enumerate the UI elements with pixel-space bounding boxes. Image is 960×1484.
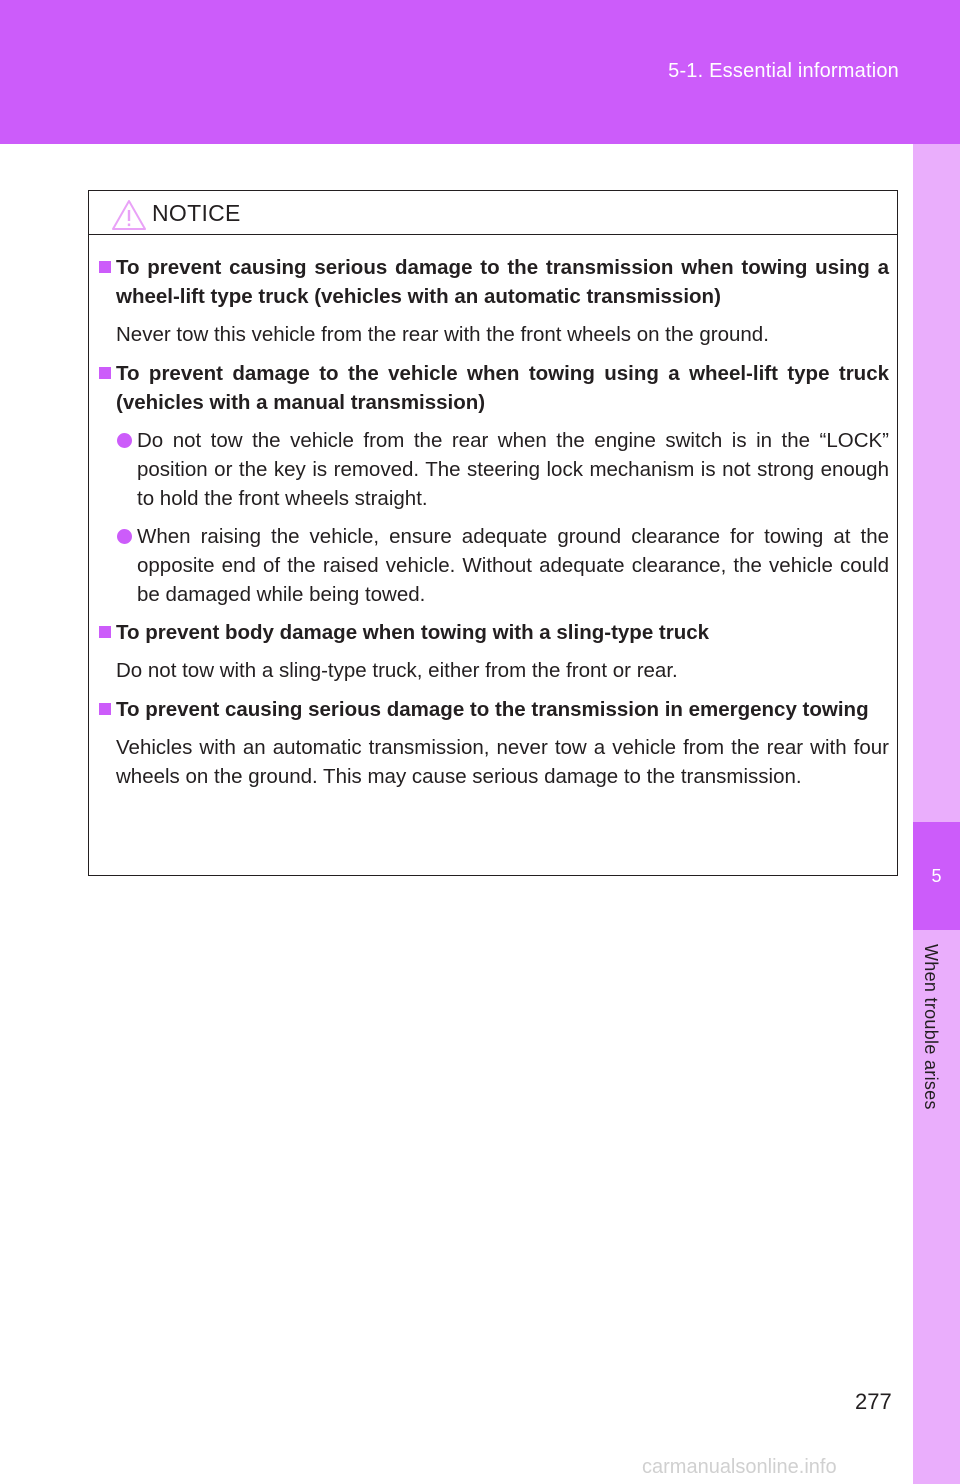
notice-bullet bbox=[99, 426, 889, 513]
chapter-number: 5 bbox=[931, 866, 942, 886]
bullet-text: Do not tow the vehicle from the rear when the engine switch is in the “LOCK” position or the key is removed. The steering lock mechanism is not strong enough to hold the front wheels straight. bbox=[137, 429, 889, 510]
page-header bbox=[0, 0, 960, 144]
notice-box bbox=[88, 190, 898, 876]
notice-body bbox=[99, 253, 889, 801]
notice-bullet bbox=[99, 522, 889, 609]
square-bullet-icon bbox=[99, 626, 111, 638]
notice-item-heading bbox=[99, 359, 889, 417]
heading-text: To prevent damage to the vehicle when towing using a wheel-lift type truck (vehicles with a manual transmission) bbox=[116, 362, 889, 414]
notice-item-heading bbox=[99, 695, 889, 724]
chapter-number-box bbox=[913, 822, 960, 930]
circle-bullet-icon bbox=[117, 433, 132, 448]
notice-item-text: Never tow this vehicle from the rear with the front wheels on the ground. bbox=[116, 323, 769, 346]
square-bullet-icon bbox=[99, 261, 111, 273]
watermark: carmanualsonline.info bbox=[642, 1456, 837, 1478]
heading-text: To prevent causing serious damage to the transmission when towing using a wheel-lift type truck (vehicles with an automatic transmission) bbox=[116, 256, 889, 308]
notice-item-heading bbox=[99, 253, 889, 311]
notice-header bbox=[89, 191, 897, 235]
chapter-side-tab bbox=[913, 144, 960, 1484]
circle-bullet-icon bbox=[117, 529, 132, 544]
bullet-text: When raising the vehicle, ensure adequate ground clearance for towing at the opposite end of the raised vehicle. Without adequate clearance, the vehicle could be damaged while being towed. bbox=[137, 525, 889, 606]
heading-text: To prevent causing serious damage to the transmission in emergency towing bbox=[116, 698, 869, 721]
section-title: 5-1. Essential information bbox=[668, 60, 899, 82]
square-bullet-icon bbox=[99, 367, 111, 379]
page-number: 277 bbox=[855, 1389, 892, 1414]
warning-triangle-icon bbox=[111, 199, 147, 231]
square-bullet-icon bbox=[99, 703, 111, 715]
notice-item-heading bbox=[99, 618, 889, 647]
notice-item-text: Vehicles with an automatic transmission, never tow a vehicle from the rear with four wheels on the ground. This may cause serious damage to the transmission. bbox=[116, 736, 889, 788]
notice-title: NOTICE bbox=[152, 200, 241, 226]
heading-text: To prevent body damage when towing with a sling-type truck bbox=[116, 621, 710, 644]
chapter-title: When trouble arises bbox=[921, 944, 941, 1110]
notice-item-text: Do not tow with a sling-type truck, either from the front or rear. bbox=[116, 659, 678, 682]
